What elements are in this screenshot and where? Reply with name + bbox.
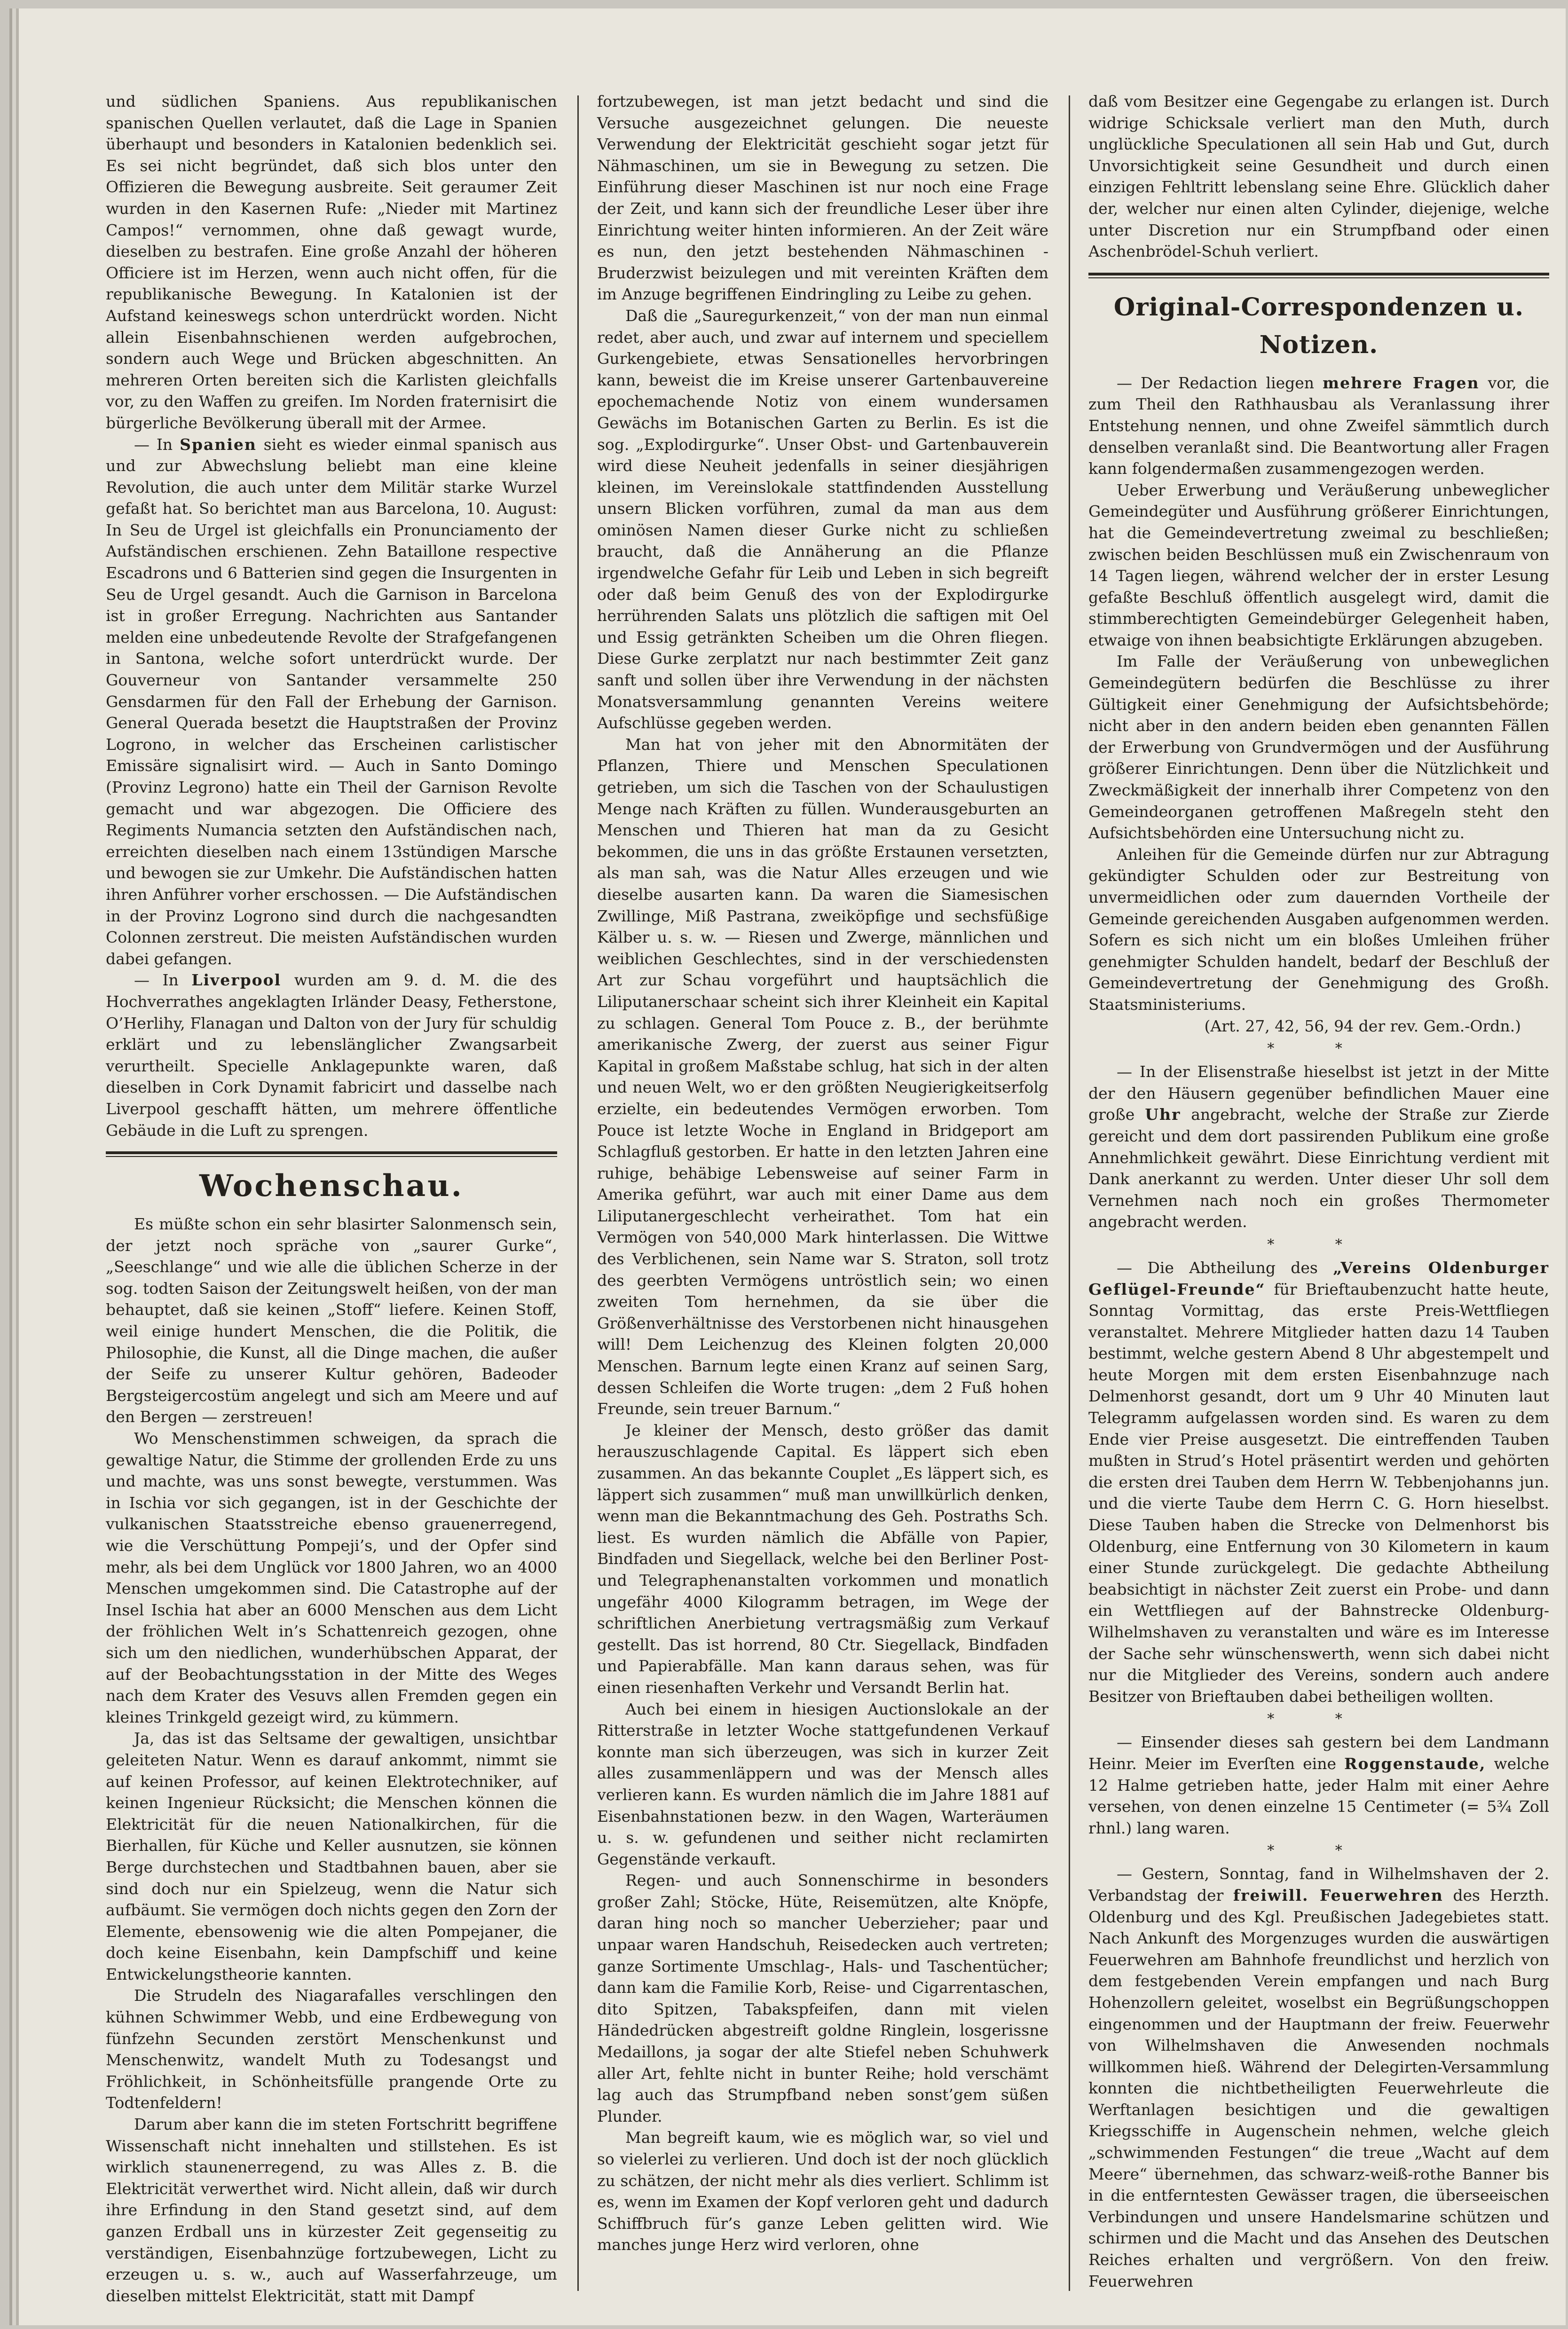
keyword: freiwill. Feuerwehren <box>1233 1886 1443 1904</box>
separator-stars: * * <box>1267 1711 1371 1728</box>
article-paragraph: daß vom Besitzer eine Gegengabe zu erlangen ist. Durch widrige Schicksale verliert man den Muth, durch unglückliche Speculationen all sein Hab und Gut, durch Unvorsichtigkeit seine Gesundheit und durch einen einzigen Fehltritt lebenslang seine Ehre. Glücklich daher der, welcher nur einen alten Cylinder, diejenige, welche unter Discretion nur ein Strumpfband oder einen Aschenbrödel-Schuh verliert. <box>1088 92 1549 261</box>
article-paragraph: fortzubewegen, ist man jetzt bedacht und sind die Versuche ausgezeichnet gelungen. Die neueste Verwendung der Elektricität geschieht sogar jetzt für Nähmaschinen, um sie in Bewegung zu setzen. Die Einführung dieser Maschinen ist nur noch eine Frage der Zeit, und kann sich der freundliche Leser über ihre Einrichtung weiter hinten informieren. An der Zeit wäre es nun, den jetzt bestehenden Nähmaschinen - Bruderzwist beizulegen und mit vereinten Kräften dem im Anzuge begriffenen Eindringling zu Leibe zu gehen. <box>597 92 1048 304</box>
column-rule <box>577 95 579 2291</box>
article-paragraph: Es müßte schon ein sehr blasirter Salonmensch sein, der jetzt noch spräche von „saurer Gurke“, „Seeschlange“ und wie alle die üblichen Scherze in der sog. todten Saison der Zeitungswelt heißen, von der man behauptet, daß sie keinen „Stoff“ liefere. Keinen Stoff, weil einige hundert Menschen, die die Politik, die Philosophie, die Kunst, all die Dinge machen, die außer der Seife zu unserer Kultur gehören, Badeoder Bergsteigercostüm angelegt und sich am Meere und auf den Bergen — zerstreuen! <box>106 1215 557 1426</box>
keyword: Liverpool <box>191 971 282 990</box>
article-paragraph: — In Spanien sieht es wieder einmal spanisch aus und zur Abwechslung beliebt man eine kleine Revolution, die auch unter dem Militär starke Wurzel gefaßt hat. So berichtet man aus Barcelona, 10. August: In Seu de Urgel ist gleichfalls ein Pronunciamento der Aufständischen erschienen. Zehn Bataillone respective Escadrons und 6 Batterien sind gegen die Insurgenten in Seu de Urgel gesandt. Auch die Garnison in Barcelona ist in großer Erregung. Nachrichten aus Santander melden eine unbedeutende Revolte der Strafgefangenen in Santona, welche sofort unterdrückt wurde. Der Gouverneur von Santander versammelte 250 Gensdarmen für den Fall der Erhebung der Garnison. General Querada besetzt die Hauptstraßen der Provinz Logrono, in welcher das Erscheinen carlistischer Emissäre signalisirt wird. — Auch in Santo Domingo (Provinz Legrono) hatte ein Theil der Garnison Revolte gemacht und war abgezogen. Die Officiere des Regiments Numancia setzten den Aufständischen nach, erreichten dieselben nach einem 13stündigen Marsche und bewogen sie zur Umkehr. Die Aufständischen hatten ihren Anführer vorher erschossen. — Die Aufständischen in der Provinz Logrono sind durch die nachgesandten Colonnen zerstreut. Die meisten Aufständischen wurden dabei gefangen. <box>106 435 557 968</box>
article-paragraph: und südlichen Spaniens. Aus republikanischen spanischen Quellen verlautet, daß die Lage in Spanien überhaupt und besonders in Katalonien bedenklich sei. Es sei nicht begründet, daß sich blos unter den Offizieren die Bewegung ausbreite. Seit geraumer Zeit wurden in den Kasernen Rufe: „Nieder mit Martinez Campos!“ vernommen, ohne daß gewagt wurde, dieselben zu bestrafen. Eine große Anzahl der höheren Officiere ist im Herzen, wenn auch nicht offen, für die republikanische Bewegung. In Katalonien ist der Aufstand keineswegs schon unterdrückt worden. Nicht allein Eisenbahnschienen werden aufgebrochen, sondern auch Wege und Brücken abgeschnitten. An mehreren Orten bereiten sich die Karlisten gleichfalls vor, zu den Waffen zu greifen. Im Norden fraternisirt die bürgerliche Bevölkerung überall mit der Armee. <box>106 92 557 432</box>
newspaper-sheet <box>19 8 1566 2325</box>
separator-stars: * * <box>1267 1040 1371 1057</box>
article-paragraph: Je kleiner der Mensch, desto größer das damit herauszuschlagende Capital. Es läppert sich eben zusammen. An das bekannte Couplet „Es läppert sich, es läppert sich zusammen“ muß man unwillkürlich denken, wenn man die Bekanntmachung des Geh. Postraths Sch. liest. Es wurden nämlich die Abfälle von Papier, Bindfaden und Siegellack, welche bei den Berliner Post- und Telegraphenanstalten vorkommen und monatlich ungefähr 4000 Kilogramm betragen, im Wege der schriftlichen Anerbietung vertragsmäßig zum Verkauf gestellt. Das ist horrend, 80 Ctr. Siegellack, Bindfaden und Papierabfälle. Man kann daraus sehen, was für einen riesenhaften Verkehr und Versandt Berlin hat. <box>597 1421 1048 1697</box>
section-heading: Wochenschau. <box>199 1168 464 1204</box>
article-paragraph: Regen- und auch Sonnenschirme in besonders großer Zahl; Stöcke, Hüte, Reisemützen, alte Knöpfe, daran hing noch so mancher Ueberzieher; paar und unpaar waren Handschuh, Reisedecken auch vertreten; ganze Sortimente Umschlag-, Hals- und Taschentücher; dann kam die Familie Korb, Reise- und Cigarrentaschen, dito Spitzen, Tabakspfeifen, dann mit vielen Händedrücken abgestreift goldne Ringlein, losgerissne Medaillons, ja sogar der alte Stiefel neben Schuhwerk aller Art, fehlte nicht in bunter Reihe; hold verschämt lag auch das Strumpfband neben sonst’gem süßen Plunder. <box>597 1871 1048 2125</box>
section-rule <box>106 1151 557 1154</box>
article-paragraph: Auch bei einem in hiesigen Auctionslokale an der Ritterstraße in letzter Woche stattgefundenen Verkauf konnte man sich überzeugen, was sich in kurzer Zeit alles zusammenläppern und was der Mensch alles verlieren kann. Es wurden nämlich die im Jahre 1881 auf Eisenbahnstationen bezw. in den Wagen, Warteräumen u. s. w. gefundenen und seither nicht reclamirten Gegenstände verkauft. <box>597 1700 1048 1868</box>
article-paragraph: Man hat von jeher mit den Abnormitäten der Pflanzen, Thiere und Menschen Speculationen getrieben, um sich die Taschen von der Schaulustigen Menge nach Kräften zu füllen. Wunderausgeburten an Menschen und Thieren hat man da zu Gesicht bekommen, die uns in das größte Erstaunen versetzten, als man sah, was die Natur Alles erzeugen und wie dieselbe ausarten kann. Da waren die Siamesischen Zwillinge, Miß Pastrana, zweiköpfige und sechsfüßige Kälber u. s. w. — Riesen und Zwerge, männlichen und weiblichen Geschlechtes, sind in der verschiedensten Art zur Schau vorgeführt und hauptsächlich die Liliputanerschaar scheint sich ihrer Kleinheit ein Kapital zu schlagen. General Tom Pouce z. B., der berühmte amerikanische Zwerg, der zuerst aus seiner Figur Kapital in großem Maßstabe schlug, hat sich in der alten und neuen Welt, wo er den größten Neugierigkeitserfolg erzielte, ein bedeutendes Vermögen erworben. Tom Pouce ist letzte Woche in England in Bridgeport am Schlagfluß gestorben. Er hatte in den letzten Jahren eine ruhige, behäbige Lebensweise auf seiner Farm in Amerika geführt, war auch mit einer Dame aus dem Liliputanergeschlecht verheirathet. Tom hat ein Vermögen von 540,000 Mark hinterlassen. Die Wittwe des Verblichenen, sein Name war S. Straton, soll trotz des geerbten Vermögens untröstlich sein; wo einen zweiten Tom hernehmen, da sie über die Größenverhältnisse des Verstorbenen nicht hinausgehen will! Dem Leichenzug des Kleinen folgten 20,000 Menschen. Barnum legte einen Kranz auf seinen Sarg, dessen Schleifen die Worte trugen: „dem 2 Fuß hohen Freunde, sein treuer Barnum.“ <box>597 735 1048 1418</box>
article-paragraph: — Einsender dieses sah gestern bei dem Landmann Heinr. Meier im Everſten eine Roggenstaude, welche 12 Halme getrieben hatte, jeder Halm mit einer Aehre versehen, von denen einzelne 15 Centimeter (= 5¾ Zoll rhnl.) lang waren. <box>1088 1733 1549 1837</box>
article-paragraph: Daß die „Sauregurkenzeit,“ von der man nun einmal redet, aber auch, und zwar auf internem und speciellem Gurkengebiete, etwas Sensationelles hervorbringen kann, beweist die im Kreise unserer Gartenbauvereine epochemachende Notiz von einem wundersamen Gewächs im Botanischen Garten zu Berlin. Es ist die sog. „Explodirgurke“. Unser Obst- und Gartenbauverein wird diese Neuheit jedenfalls in seiner diesjährigen kleinen, im Vereinslokale stattfindenden Ausstellung unsern Blicken vorführen, zumal da man aus dem ominösen Namen dieser Gurke nicht zu schließen braucht, daß die Annäherung an die Pflanze irgendwelche Gefahr für Leib und Leben in sich begreift oder daß beim Genuß des von der Explodirgurke herrührenden Salats uns plötzlich die saftigen mit Oel und Essig getränkten Scheiben um die Ohren fliegen. Diese Gurke zerplatzt nur nach bestimmter Zeit ganz sanft und sollen über ihre Verwendung in der nächsten Monatsversammlung genannten Vereins weitere Aufschlüsse gegeben werden. <box>597 306 1048 732</box>
separator-stars: * * <box>1267 1842 1371 1859</box>
article-paragraph: — Gestern, Sonntag, fand in Wilhelmshaven der 2. Verbandstag der freiwill. Feuerwehren des Herzth. Oldenburg und des Kgl. Preußischen Jadegebietes statt. Nach Ankunft des Morgenzuges wurden die auswärtigen Feuerwehren am Bahnhofe freundlichst und herzlich von dem festgebenden Verein empfangen und nach Burg Hohenzollern geleitet, woselbst ein Begrüßungschoppen eingenommen und der Hauptmann der freiw. Feuerwehr von Wilhelmshaven die Anwesenden nochmals willkommen hieß. Während der Delegirten-Versammlung konnten die nichtbetheiligten Feuerwehrleute die Werftanlagen besichtigen und die gewaltigen Kriegsschiffe in Augenschein nehmen, welche gleich „schwimmenden Festungen“ die treue „Wacht auf dem Meere“ übernehmen, das schwarz-weiß-rothe Banner bis in die entferntesten Gewässer tragen, die überseeischen Verbindungen und unsere Handelsmarine schützen und schirmen und die Macht und das Ansehen des Deutschen Reiches erhalten und vergrößern. Von den freiw. Feuerwehren <box>1088 1865 1549 2290</box>
keyword: mehrere Fragen <box>1323 373 1480 392</box>
newspaper-page <box>106 91 1549 2305</box>
legal-reference: (Art. 27, 42, 56, 94 der rev. Gem.-Ordn.) <box>1204 1016 1521 1035</box>
column-right <box>1088 91 1549 2291</box>
article-paragraph: Wo Menschenstimmen schweigen, da sprach die gewaltige Natur, die Stimme der grollenden Erde zu uns und machte, was uns sonst bewegte, verstummen. Was in Ischia vor sich gegangen, ist in der Geschichte der vulkanischen Staatsstreiche ebenso grauenerregend, wie die Verschüttung Pompeji’s, und der Opfer sind mehr, als bei dem Unglück vor 1800 Jahren, wo an 4000 Menschen umgekommen sind. Die Catastrophe auf der Insel Ischia hat aber an 6000 Menschen aus dem Licht der fröhlichen Welt in’s Schattenreich gezogen, ohne sich um den niedlichen, wunderhübschen Apparat, der auf der Beobachtungsstation in der Mitte des Weges nach dem Krater des Vesuvs allen Fremden gegen ein kleines Trinkgeld gezeigt wird, zu kümmern. <box>106 1429 557 1726</box>
section-heading: Original-Correspondenzen u. Notizen. <box>1113 292 1524 359</box>
article-paragraph: Anleihen für die Gemeinde dürfen nur zur Abtragung gekündigter Schulden oder zur Bestreitung von unvermeidlichen oder zum dauernden Vortheile der Gemeinde gereichenden Ausgaben aufgenommen werden. Sofern es sich nicht um ein bloßes Umleihen früher genehmigter Schulden handelt, bedarf der Beschluß der Gemeindevertretung der Genehmigung des Großh. Staatsministeriums. <box>1088 845 1549 1014</box>
section-rule <box>1088 277 1549 278</box>
article-paragraph: — Die Abtheilung des „Vereins Oldenburger Geflügel-Freunde“ für Brieftaubenzucht hatte heute, Sonntag Vormittag, das erste Preis-Wettfliegen veranstaltet. Mehrere Mitglieder hatten dazu 14 Tauben bestimmt, welche gestern Abend 8 Uhr abgestempelt und heute Morgen mit dem ersten Eisenbahnzuge nach Delmenhorst gesandt, dort um 9 Uhr 40 Minuten laut Telegramm aufgelassen worden sind. Es waren zu dem Ende vier Preise ausgesetzt. Die eintreffenden Tauben mußten in Strud’s Hotel präsentirt werden und gehörten die ersten drei Tauben dem Herrn W. Tebbenjohanns jun. und die vierte Taube dem Herrn C. G. Horn hieselbst. Diese Tauben haben die Strecke von Delmenhorst bis Oldenburg, eine Entfernung von 30 Kilometern in kaum einer Stunde zurückgelegt. Die gedachte Abtheilung beabsichtigt in nächster Zeit zuerst ein Probe- und dann ein Wettfliegen auf der Bahnstrecke Oldenburg-Wilhelmshaven zu veranstalten und wäre es im Interesse der Sache sehr wünschenswerth, wenn sich dabei nicht nur die Mitglieder des Vereins, sondern auch andere Besitzer von Brieftauben dabei betheiligen wollten. <box>1088 1258 1549 1706</box>
separator-stars: * * <box>1267 1236 1371 1253</box>
section-rule <box>106 1156 557 1157</box>
keyword: Roggenstaude, <box>1344 1754 1486 1773</box>
article-paragraph: Ja, das ist das Seltsame der gewaltigen, unsichtbar geleiteten Natur. Wenn es darauf ankommt, nimmt sie auf keinen Professor, auf keinen Elektrotechniker, auf keinen Ingenieur Rücksicht; die Menschen können die Elektricität für die neuen Nationalkirchen, für die Bierhallen, für Küche und Keller ausnutzen, sie können Berge durchstechen und Stadtbahnen bauen, aber sie sind doch nur ein Spielzeug, wenn die Natur sich aufbäumt. Sie vermögen doch nichts gegen den Zorn der Elemente, ebensowenig wie die alten Pompejaner, die doch keine Eisenbahn, kein Dampfschiff und keine Entwickelungstheorie kannten. <box>106 1729 557 1983</box>
column-middle <box>597 91 1048 2291</box>
article-paragraph: Man begreift kaum, wie es möglich war, so viel und so vielerlei zu verlieren. Und doch ist der noch glücklich zu schätzen, der nicht mehr als dies verliert. Schlimm ist es, wenn im Examen der Kopf verloren geht und dadurch Schiffbruch für’s ganze Leben gelitten wird. Wie manches junge Herz wird verloren, ohne <box>597 2128 1048 2254</box>
column-left <box>106 91 557 2305</box>
article-paragraph: Die Strudeln des Niagarafalles verschlingen den kühnen Schwimmer Webb, und eine Erdbewegung von fünfzehn Secunden zerstört Menschenkunst und Menschenwitz, wandelt Muth zu Todesangst und Fröhlichkeit, in Schönheitsfülle prangende Orte zu Todtenfeldern! <box>106 1986 557 2112</box>
keyword: Uhr <box>1145 1105 1181 1124</box>
article-paragraph: Im Falle der Veräußerung von unbeweglichen Gemeindegütern bedürfen die Beschlüsse zu ihrer Gültigkeit einer Genehmigung der Aufsichtsbehörde; nicht aber in den andern beiden eben genannten Fällen der Erwerbung von Grundvermögen und der Ausführung größerer Einrichtungen. Denn über die Nützlichkeit und Zweckmäßigkeit der innerhalb ihrer Competenz von den Gemeindeorganen getroffenen Maßregeln steht den Aufsichtsbehörden eine Untersuchung nicht zu. <box>1088 652 1549 842</box>
article-paragraph: — In Liverpool wurden am 9. d. M. die des Hochverrathes angeklagten Irländer Deasy, Fetherstone, O’Herlihy, Flanagan und Dalton von der Jury für schuldig erklärt und zu lebenslänglicher Zwangsarbeit verurtheilt. Specielle Anklagepunkte waren, daß dieselben in Cork Dynamit fabricirt und dasselbe nach Liverpool geschafft hätten, um mehrere öffentliche Gebäude in die Luft zu sprengen. <box>106 971 557 1140</box>
article-paragraph: — Der Redaction liegen mehrere Fragen vor, die zum Theil den Rathhausbau als Veranlassung ihrer Entstehung nennen, und ohne Zweifel sämmtlich durch denselben veranlaßt sind. Die Beantwortung aller Fragen kann folgendermaßen zusammengezogen werden. <box>1088 373 1549 478</box>
article-paragraph: Darum aber kann die im steten Fortschritt begriffene Wissenschaft nicht innehalten und stillstehen. Es ist wirklich staunenerregend, zu was Alles z. B. die Elektricität verwerthet wird. Nicht allein, daß wir durch ihre Erfindung in den Stand gesetzt sind, auf dem ganzen Erdball uns in kürzester Zeit gegenseitig zu verständigen, Eisenbahnzüge fortzubewegen, Licht zu erzeugen u. s. w., auch auf Wasserfahrzeuge, um dieselben mittelst Elektricität, statt mit Dampf <box>106 2115 557 2305</box>
article-paragraph: — In der Elisenstraße hieselbst ist jetzt in der Mitte der den Häusern gegenüber befindlichen Mauer eine große Uhr angebracht, welche der Straße zur Zierde gereicht und dem dort passirenden Publikum eine große Annehmlichkeit gewährt. Diese Einrichtung verdient mit Dank anerkannt zu werden. Unter dieser Uhr soll dem Vernehmen nach noch ein großes Thermometer angebracht werden. <box>1088 1062 1549 1231</box>
section-rule <box>1088 273 1549 275</box>
keyword: Spanien <box>180 435 257 454</box>
article-paragraph: Ueber Erwerbung und Veräußerung unbeweglicher Gemeindegüter und Ausführung größerer Einrichtungen, hat die Gemeindevertretung zweimal zu beschließen; zwischen beiden Beschlüssen muß ein Zwischenraum von 14 Tagen liegen, während welcher der in erster Lesung gefaßte Beschluß öffentlich ausgelegt wird, damit die stimmberechtigten Gemeindebürger Gelegenheit haben, etwaige von ihnen beabsichtigte Erklärungen abzugeben. <box>1088 480 1549 649</box>
column-rule <box>1069 95 1070 2291</box>
keyword: „Vereins Oldenburger Geflügel-Freunde“ <box>1088 1258 1549 1298</box>
